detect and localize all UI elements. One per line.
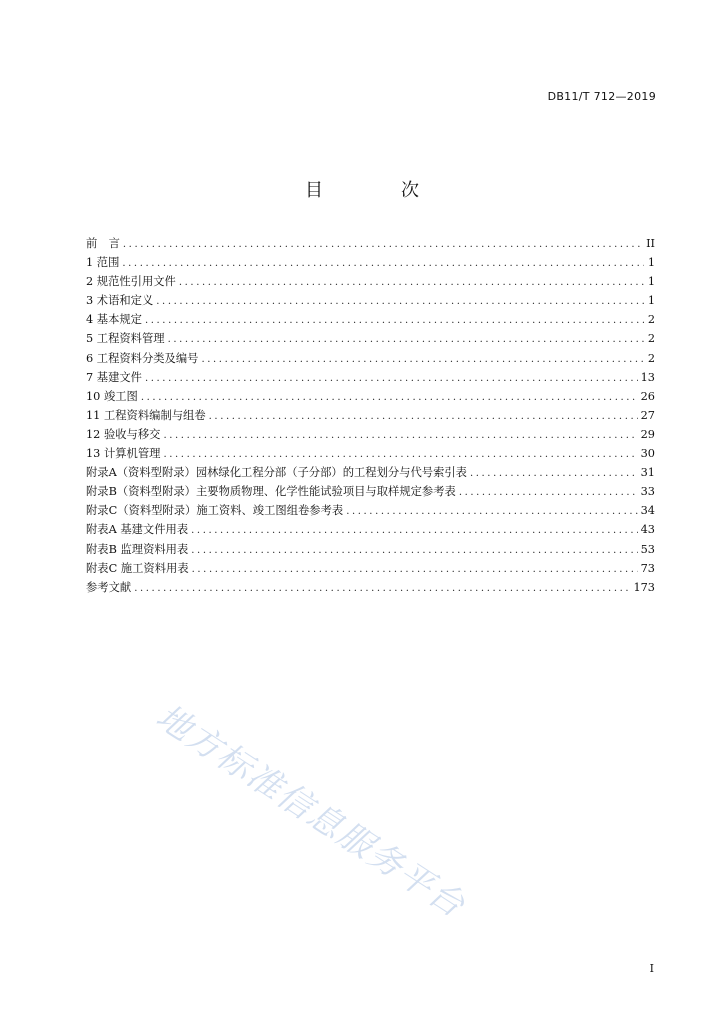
toc-entry-label: 6 工程资料分类及编号 <box>86 351 199 365</box>
toc-entry-label: 附表C 施工资料用表 <box>86 561 189 575</box>
toc-entry[interactable] <box>86 540 655 559</box>
toc-entry[interactable] <box>86 578 655 597</box>
toc-title: 目 次 <box>305 180 449 201</box>
toc-entry[interactable] <box>86 368 655 387</box>
toc-entry-page: 73 <box>640 561 655 575</box>
toc-entry-page: 34 <box>640 504 655 518</box>
toc-leader-dots <box>145 369 638 387</box>
toc-entry-page: 173 <box>633 580 655 594</box>
toc-entry[interactable] <box>86 349 655 368</box>
toc-leader-dots <box>192 560 638 578</box>
toc-entry-label: 2 规范性引用文件 <box>86 275 176 289</box>
toc-entry-page: 33 <box>640 485 655 499</box>
toc-entry-page: 30 <box>640 447 655 461</box>
toc-entry[interactable] <box>86 520 655 539</box>
toc-leader-dots <box>209 407 638 425</box>
toc-entry-label: 3 术语和定义 <box>86 294 154 308</box>
toc-entry-label: 4 基本规定 <box>86 313 142 327</box>
toc-entry[interactable] <box>86 329 655 348</box>
toc-entry[interactable] <box>86 310 655 329</box>
standard-code: DB11/T 712—2019 <box>547 90 656 103</box>
toc-leader-dots <box>145 311 644 329</box>
toc-entry-label: 前 言 <box>86 237 120 250</box>
toc-entry[interactable] <box>86 444 655 463</box>
toc-leader-dots <box>191 521 637 539</box>
toc-entry-page: 13 <box>640 370 655 384</box>
toc-entry-label: 附表B 监理资料用表 <box>86 542 189 556</box>
toc-leader-dots <box>122 254 644 272</box>
toc-entry-page: II <box>646 237 655 250</box>
toc-entry-page: 2 <box>647 351 655 365</box>
toc-entry-page: 1 <box>647 256 655 270</box>
toc-entry-label: 13 计算机管理 <box>86 447 161 461</box>
toc-entry-page: 26 <box>640 389 655 403</box>
toc-leader-dots <box>141 388 638 406</box>
toc-entry-page: 2 <box>647 313 655 327</box>
toc-leader-dots <box>201 350 644 368</box>
toc-leader-dots <box>179 273 644 291</box>
toc-entry-page: 1 <box>647 275 655 289</box>
toc-entry-page: 43 <box>640 523 655 537</box>
toc-leader-dots <box>459 483 638 501</box>
toc-leader-dots <box>134 579 630 597</box>
toc-entry[interactable] <box>86 234 655 253</box>
toc-leader-dots <box>123 235 643 253</box>
toc-entry[interactable] <box>86 463 655 482</box>
toc-entry-page: 2 <box>647 332 655 346</box>
toc-entry[interactable] <box>86 559 655 578</box>
toc-entry[interactable] <box>86 501 655 520</box>
toc-entry-label: 附录B（资料型附录）主要物质物理、化学性能试验项目与取样规定参考表 <box>86 485 456 499</box>
watermark: 地方标准信息服务平台 <box>148 696 473 927</box>
toc-entry-label: 附表A 基建文件用表 <box>86 523 189 537</box>
toc-entry-label: 10 竣工图 <box>86 389 138 403</box>
toc-leader-dots <box>191 541 637 559</box>
toc-entry-page: 53 <box>640 542 655 556</box>
table-of-contents <box>86 234 655 597</box>
toc-leader-dots <box>163 426 637 444</box>
toc-leader-dots <box>156 292 644 310</box>
toc-entry-page: 1 <box>647 294 655 308</box>
toc-entry-label: 参考文献 <box>86 580 132 594</box>
toc-entry[interactable] <box>86 272 655 291</box>
toc-entry-page: 27 <box>640 408 655 422</box>
toc-entry-label: 7 基建文件 <box>86 370 142 384</box>
toc-entry-label: 附录C（资料型附录）施工资料、竣工图组卷参考表 <box>86 504 344 518</box>
toc-entry-label: 附录A（资料型附录）园林绿化工程分部（子分部）的工程划分与代号索引表 <box>86 466 467 480</box>
toc-leader-dots <box>346 502 637 520</box>
toc-entry[interactable] <box>86 425 655 444</box>
toc-entry-label: 12 验收与移交 <box>86 427 161 441</box>
toc-entry-page: 31 <box>640 466 655 480</box>
toc-entry[interactable] <box>86 387 655 406</box>
toc-entry-label: 1 范围 <box>86 256 120 270</box>
toc-leader-dots <box>163 445 637 463</box>
toc-entry-label: 11 工程资料编制与组卷 <box>86 408 206 422</box>
toc-leader-dots <box>168 330 644 348</box>
page-number: I <box>649 962 654 975</box>
toc-entry-label: 5 工程资料管理 <box>86 332 165 346</box>
toc-entry[interactable] <box>86 253 655 272</box>
toc-entry-page: 29 <box>640 427 655 441</box>
toc-entry[interactable] <box>86 482 655 501</box>
toc-entry[interactable] <box>86 291 655 310</box>
toc-entry[interactable] <box>86 406 655 425</box>
toc-leader-dots <box>470 464 638 482</box>
